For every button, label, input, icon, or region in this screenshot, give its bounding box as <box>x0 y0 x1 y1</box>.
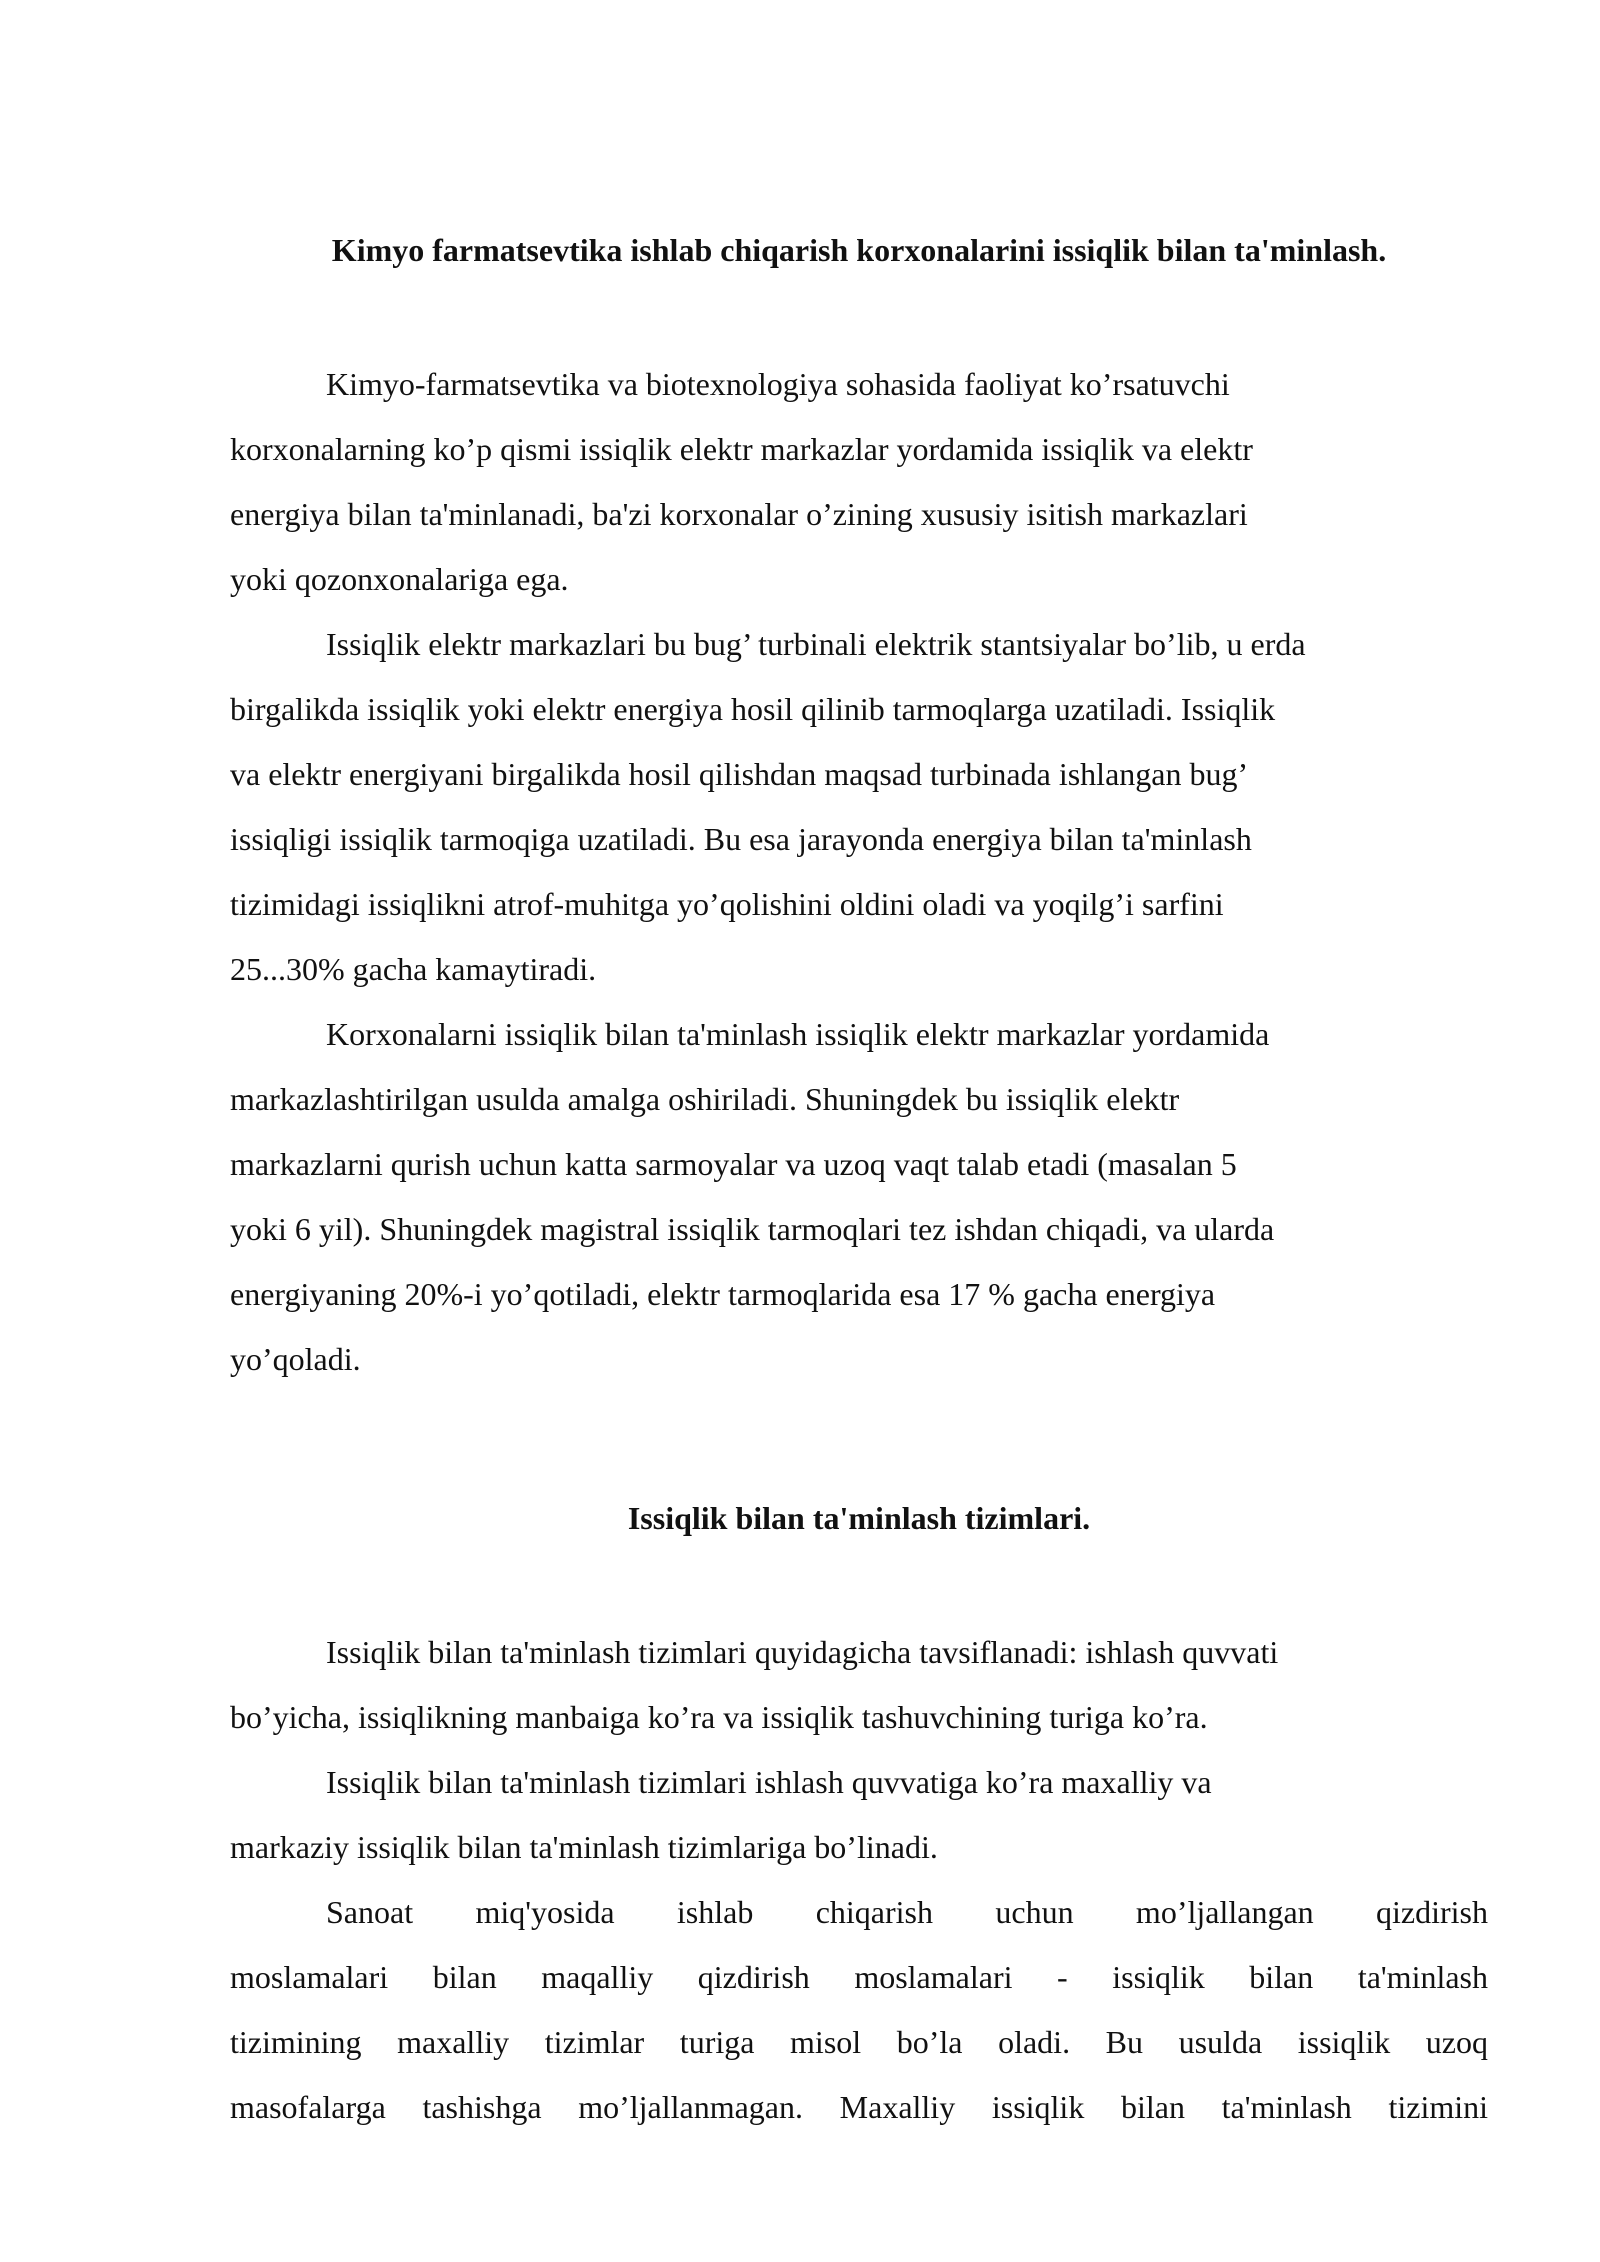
text-line: Issiqlik bilan ta'minlash tizimlari ishlash quvvatiga ko’ra maxalliy va <box>326 1764 1212 1800</box>
paragraph <box>230 612 1488 1002</box>
text-line: energiya bilan ta'minlanadi, ba'zi korxonalar o’zining xususiy isitish markazlari <box>230 496 1248 532</box>
text-line: moslamalari bilan maqalliy qizdirish moslamalari - issiqlik bilan ta'minlash <box>230 1959 1488 1995</box>
text-line: Issiqlik bilan ta'minlash tizimlari quyidagicha tavsiflanadi: ishlash quvvati <box>326 1634 1279 1670</box>
text-line: Issiqlik elektr markazlari bu bug’ turbinali elektrik stantsiyalar bo’lib, u erda <box>326 626 1306 662</box>
text-line: energiyaning 20%-i yo’qotiladi, elektr tarmoqlarida esa 17 % gacha energiya <box>230 1276 1216 1312</box>
document-title: Kimyo farmatsevtika ishlab chiqarish korxonalarini issiqlik bilan ta'minlash. <box>331 232 1387 268</box>
paragraph <box>230 352 1488 612</box>
intro-section <box>230 352 1488 1392</box>
text-line: Kimyo-farmatsevtika va biotexnologiya sohasida faoliyat ko’rsatuvchi <box>326 366 1230 402</box>
spacer <box>230 1392 1488 1486</box>
text-line: Korxonalarni issiqlik bilan ta'minlash issiqlik elektr markazlar yordamida <box>326 1016 1270 1052</box>
text-line: tizimining maxalliy tizimlar turiga misol bo’la oladi. Bu usulda issiqlik uzoq <box>230 2024 1488 2060</box>
text-line: bo’yicha, issiqlikning manbaiga ko’ra va issiqlik tashuvchining turiga ko’ra. <box>230 1699 1208 1735</box>
paragraph <box>230 1880 1488 2140</box>
text-line: markazlarni qurish uchun katta sarmoyalar va uzoq vaqt talab etadi (masalan 5 <box>230 1146 1237 1182</box>
section-title: Issiqlik bilan ta'minlash tizimlari. <box>627 1500 1091 1536</box>
text-line: korxonalarning ko’p qismi issiqlik elektr markazlar yordamida issiqlik va elektr <box>230 431 1253 467</box>
text-line: va elektr energiyani birgalikda hosil qilishdan maqsad turbinada ishlangan bug’ <box>230 756 1249 792</box>
text-line: Sanoat miq'yosida ishlab chiqarish uchun mo’ljallangan qizdirish <box>326 1894 1488 1930</box>
systems-section <box>230 1620 1488 2140</box>
text-line: yo’qoladi. <box>230 1341 361 1377</box>
text-line: yoki 6 yil). Shuningdek magistral issiqlik tarmoqlari tez ishdan chiqadi, va ularda <box>230 1211 1275 1247</box>
document-page <box>230 218 1488 2140</box>
text-line: tizimidagi issiqlikni atrof-muhitga yo’qolishini oldini oladi va yoqilg’i sarfini <box>230 886 1224 922</box>
paragraph <box>230 1750 1488 1880</box>
text-line: issiqligi issiqlik tarmoqiga uzatiladi. Bu esa jarayonda energiya bilan ta'minlash <box>230 821 1252 857</box>
text-line: yoki qozonxonalariga ega. <box>230 561 569 597</box>
paragraph <box>230 1002 1488 1392</box>
spacer <box>230 283 1488 352</box>
text-line: markaziy issiqlik bilan ta'minlash tizimlariga bo’linadi. <box>230 1829 938 1865</box>
spacer <box>230 1551 1488 1620</box>
text-line: markazlashtirilgan usulda amalga oshiriladi. Shuningdek bu issiqlik elektr <box>230 1081 1180 1117</box>
text-line: birgalikda issiqlik yoki elektr energiya hosil qilinib tarmoqlarga uzatiladi. Issiqlik <box>230 691 1276 727</box>
text-line: 25...30% gacha kamaytiradi. <box>230 951 597 987</box>
paragraph <box>230 1620 1488 1750</box>
text-line: masofalarga tashishga mo’ljallanmagan. Maxalliy issiqlik bilan ta'minlash tizimini <box>230 2089 1488 2125</box>
